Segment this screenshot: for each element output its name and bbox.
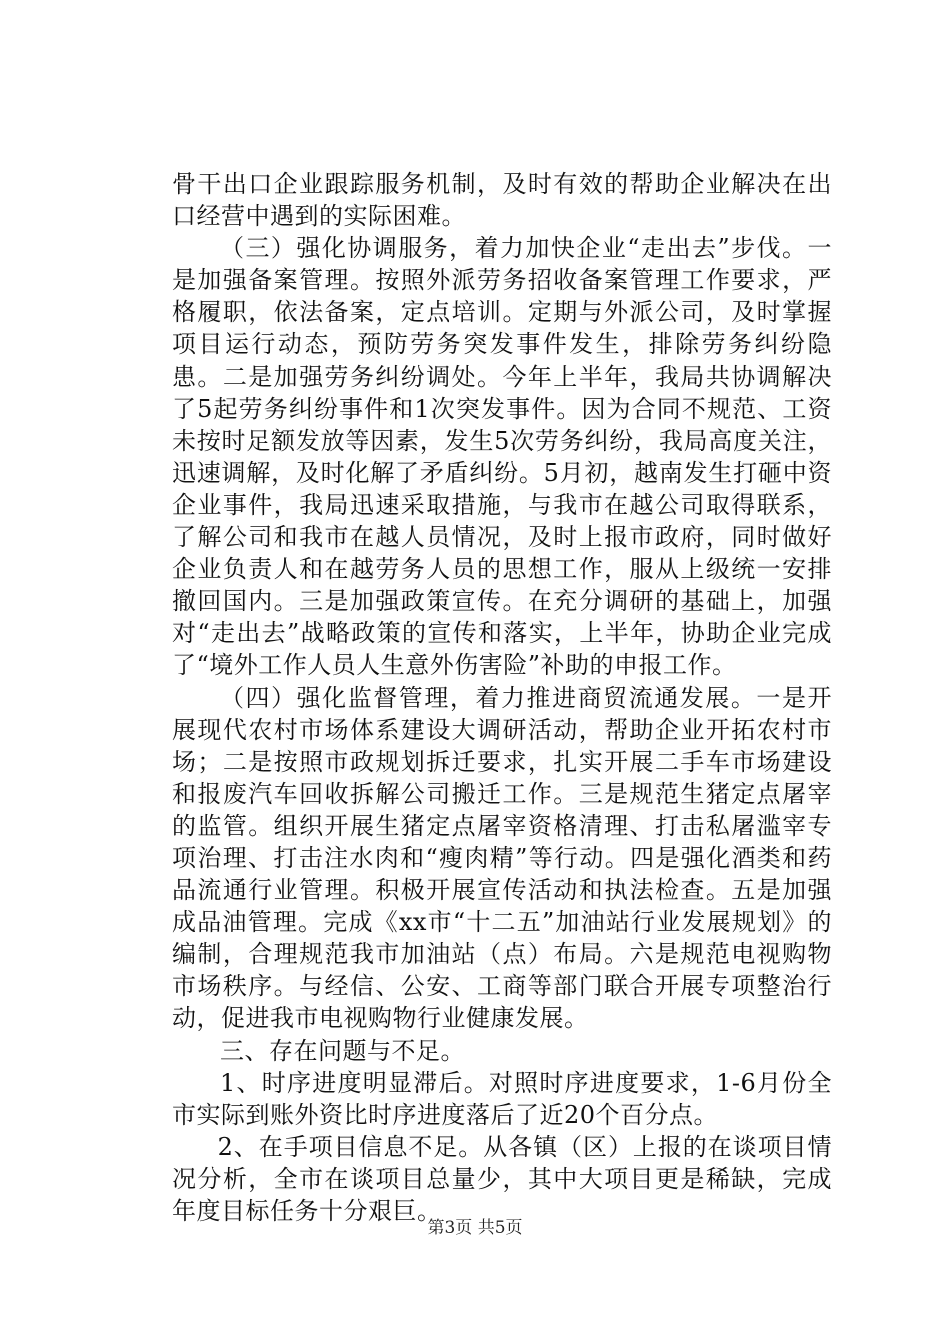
paragraph-continuation: 骨干出口企业跟踪服务机制，及时有效的帮助企业解决在出口经营中遇到的实际困难。 [172, 170, 832, 231]
heading-problems: 三、存在问题与不足。 [220, 1036, 465, 1065]
paragraph-section-three: （三）强化协调服务，着力加快企业“走出去”步伐。一是加强备案管理。按照外派劳务招收备案管理工作要求，严格履职，依法备案，定点培训。定期与外派公司，及时掌握项目运行动态，预防劳务突发事件发生，排除劳务纠纷隐患。二是加强劳务纠纷调处。今年上半年，我局共协调解决了5起劳务纠纷事件和1次突发事件。因为合同不规范、工资未按时足额发放等因素，发生5次劳务纠纷，我局高度关注，迅速调解，及时化解了矛盾纠纷。5月初，越南发生打砸中资企业事件，我局迅速采取措施，与我市在越公司取得联系，了解公司和我市在越人员情况，及时上报市政府，同时做好企业负责人和在越劳务人员的思想工作，服从上级统一安排撤回国内。三是加强政策宣传。在充分调研的基础上，加强对“走出去”战略政策的宣传和落实，上半年，协助企业完成了“境外工作人员人生意外伤害险”补助的申报工作。 [172, 234, 832, 680]
document-body [172, 168, 832, 1227]
paragraph-problem-two: 2、在手项目信息不足。从各镇（区）上报的在谈项目情况分析，全市在谈项目总量少，其中大项目更是稀缺，完成年度目标任务十分艰巨。 [172, 1132, 832, 1225]
page-footer: 第3页 共5页 [427, 1218, 523, 1238]
paragraph-section-four: （四）强化监督管理，着力推进商贸流通发展。一是开展现代农村市场体系建设大调研活动，帮助企业开拓农村市场；二是按照市政规划拆迁要求，扎实开展二手车市场建设和报废汽车回收拆解公司搬迁工作。三是规范生猪定点屠宰的监管。组织开展生猪定点屠宰资格清理、打击私屠滥宰专项治理、打击注水肉和“瘦肉精”等行动。四是强化酒类和药品流通行业管理。积极开展宣传活动和执法检查。五是加强成品油管理。完成《xx市“十二五”加油站行业发展规划》的编制，合理规范我市加油站（点）布局。六是规范电视购物市场秩序。与经信、公安、工商等部门联合开展专项整治行动，促进我市电视购物行业健康发展。 [172, 683, 832, 1033]
paragraph-problem-one: 1、时序进度明显滞后。对照时序进度要求，1-6月份全市实际到账外资比时序进度落后了近20个百分点。 [172, 1068, 832, 1129]
